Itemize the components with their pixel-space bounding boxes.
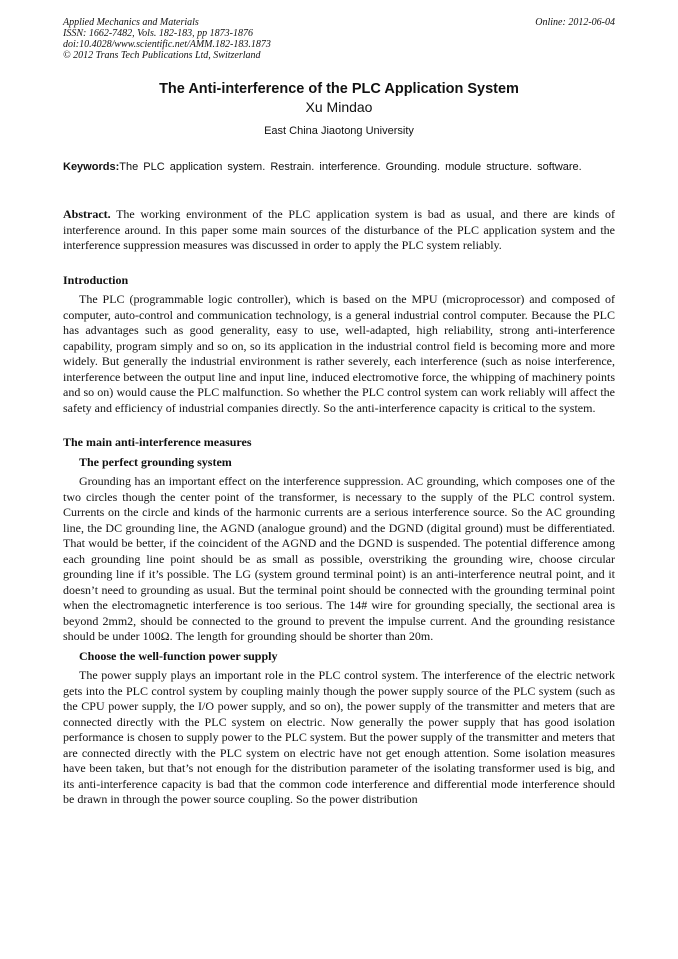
abstract-text: The working environment of the PLC application system is bad as usual, and there are kinds of interference around. In this paper some main sources of the disturbance of the PLC application system and the interference suppression measures was discussed in order to apply the PLC system reliably.	[63, 207, 615, 252]
copyright-line: © 2012 Trans Tech Publications Ltd, Switzerland	[63, 50, 261, 61]
abstract	[63, 207, 615, 254]
paper-body	[63, 207, 615, 808]
grounding-paragraph: Grounding has an important effect on the interference suppression. AC grounding, which composes one of the two circles though the center point of the transformer, is necessary to the supply of the PLC control system. Currents on the circle and kinds of the harmonic currents are a serious interference source. So the AC grounding line, the DC grounding line, the AGND (analogue ground) and the DGND (digital ground) must be differentiated. That would be better, if the coincident of the AGND and the DGND is suspended. The potential difference among each grounding line point should be as small as possible, overstriking the grounding wire, choose circular grounding line if it’s possible. The LG (system ground terminal point) is an anti-interference neutral point, and it doesn’t need to grounding as usual. But the terminal point should be connected with the grounding terminal point when the electromagnetic interference is too serious. The 14# wire for grounding specially, the sectional area is beyond 2mm2, should be connected to the ground to prevent the impulse current. And the grounding resistance should be under 100Ω. The length for grounding should be shorter than 20m.	[63, 474, 615, 643]
paper-title: The Anti-interference of the PLC Application System	[159, 81, 519, 97]
keywords	[63, 160, 615, 176]
online-date: Online: 2012-06-04	[535, 17, 615, 28]
journal-header	[63, 17, 615, 61]
subsection-heading-grounding: The perfect grounding system	[79, 454, 232, 469]
section-heading-measures: The main anti-interference measures	[63, 435, 252, 449]
paper-author: Xu Mindao	[305, 99, 373, 115]
abstract-label: Abstract.	[63, 207, 111, 221]
journal-name: Applied Mechanics and Materials	[63, 17, 199, 28]
section-heading-introduction: Introduction	[63, 272, 129, 287]
keywords-text: The PLC application system. Restrain. interference. Grounding. module structure. software.	[119, 161, 582, 173]
doi-line: doi:10.4028/www.scientific.net/AMM.182-183.1873	[63, 39, 271, 50]
author-affiliation: East China Jiaotong University	[264, 125, 414, 137]
introduction-paragraph: The PLC (programmable logic controller), which is based on the MPU (microprocessor) and composed of computer, auto-control and communication technology, is a general industrial control computer. Because the PLC has advantages such as good generality, easy to use, well-adapted, high reliability, strong anti-interference capability, program simply and so on, so its application in the industrial control field is becoming more and more widely. But generally the industrial environment is rather severely, each interference (such as noise interference, interference between the output line and input line, induced electromotive force, the whipping of machinery points and so on) would cause the PLC malfunction. So whether the PLC control system can work reliably will affect the safety and efficiency of industrial companies directly. So the anti-interference capacity is critical to the system.	[63, 292, 615, 415]
issn-line: ISSN: 1662-7482, Vols. 182-183, pp 1873-1876	[63, 28, 253, 39]
keywords-label: Keywords:	[63, 161, 120, 173]
power-supply-paragraph: The power supply plays an important role in the PLC control system. The interference of the electric network gets into the PLC control system by coupling mainly though the power supply source of the PLC system (such as the CPU power supply, the I/O power supply, and so on), the power supply of the transmitter and meters that are connected directly with the PLC system on electric. Now generally the power supply that has good isolation performance is chosen to supply power to the PLC system. But the power supply of the transmitter and meters that are connected directly with the PLC system on electric have not get enough attention. Some isolation measures have been taken, but that’s not enough for the distribution parameter of the isolating transformer used is big, and its anti-interference capacity is bad that the common code interference and differential mode interference should be drawn in through the power source coupling. So the power distribution	[63, 668, 615, 806]
subsection-heading-power-supply: Choose the well-function power supply	[79, 648, 278, 663]
